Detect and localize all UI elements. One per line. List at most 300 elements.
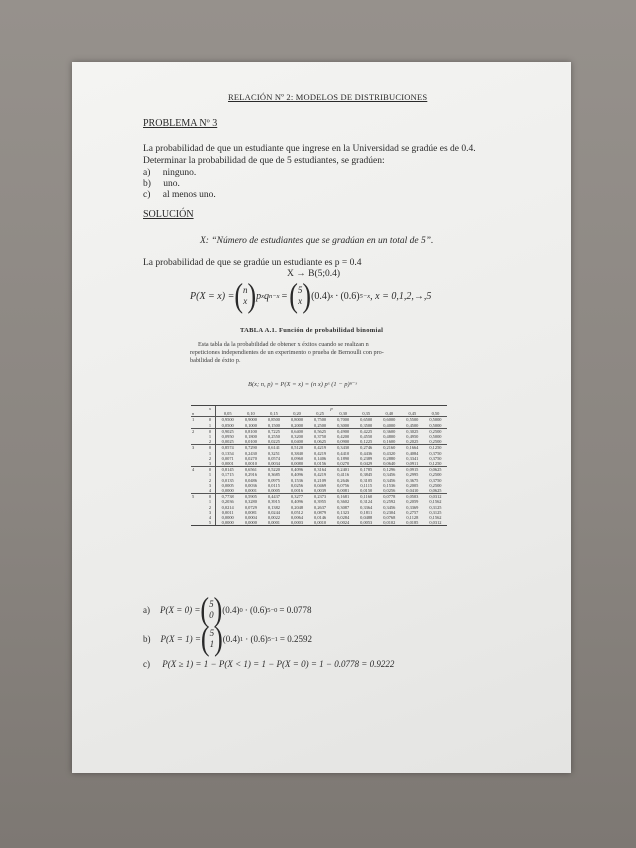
x-cell: 5	[205, 520, 216, 526]
probability-cell: 0,2880	[383, 455, 396, 461]
x-cell: 3	[208, 509, 212, 515]
probability-cell: 0,3430	[332, 445, 355, 451]
probability-cell: 0,3456	[383, 477, 396, 483]
probability-cell: 0,2646	[337, 477, 350, 483]
probability-cell: 0,3602	[337, 499, 350, 505]
n-cell: 2	[191, 428, 205, 434]
probability-cell: 0,0756	[337, 482, 350, 488]
probability-cell: 0,0900	[337, 439, 350, 445]
probability-cell: 0,0429	[360, 461, 373, 467]
probability-cell: 0,0960	[290, 455, 304, 461]
x-cell: 2	[208, 504, 212, 510]
probability-cell: 0,0034	[267, 461, 280, 467]
x-cell: 1	[208, 434, 212, 440]
binom-bottom: 1	[209, 639, 215, 649]
x-cell: 3	[208, 461, 212, 467]
table-row	[191, 488, 447, 494]
p-value-header: 0,15	[270, 411, 278, 417]
n-cell: 5	[191, 494, 205, 500]
probability-cell: 0,6561	[239, 467, 262, 473]
probability-cell: 0,0256	[383, 488, 396, 494]
paren-close: )	[302, 276, 312, 315]
probability-cell: 0,3750	[429, 455, 442, 461]
probability-cell: 0,2500	[429, 439, 442, 445]
probability-cell: 0,3277	[286, 494, 309, 500]
probability-cell: 0,0270	[244, 455, 257, 461]
probability-cell: 0,9025	[216, 428, 240, 434]
table-row	[191, 445, 447, 451]
probability-cell: 0,1296	[378, 467, 401, 473]
probability-cell: 0,3750	[429, 450, 442, 456]
probability-cell: 0,0225	[267, 439, 280, 445]
p-value-header: 0,35	[362, 411, 371, 417]
pmf-dot: ·	[335, 290, 339, 302]
paren-open: (	[200, 619, 210, 658]
paren-open: (	[200, 590, 210, 629]
probability-cell: 0,0625	[424, 467, 447, 473]
probability-cell: 0,4219	[309, 445, 332, 451]
probability-cell: 0,2430	[244, 450, 257, 456]
statement-line-1: La probabilidad de que un estudiante que ingrese en la Universidad se gradúe es de 0.4.	[143, 144, 476, 154]
probability-cell: 0,0005	[267, 488, 280, 494]
answer-lhs: P(X = 0) =	[160, 605, 201, 615]
p-value-header: 0,20	[293, 411, 301, 417]
probability-cell: 0,8100	[239, 428, 262, 434]
probability-cell: 0,0244	[267, 509, 280, 515]
probability-cell: 0,0004	[244, 515, 257, 521]
table-row	[191, 417, 447, 423]
probability-cell: 0,1600	[383, 439, 396, 445]
probability-cell: 0,3200	[290, 434, 304, 440]
probability-cell: 0,4436	[360, 450, 373, 456]
answer-lhs: P(X = 1) =	[160, 634, 201, 644]
probability-cell: 0,1323	[337, 509, 350, 515]
probability-cell: 0,0256	[290, 482, 304, 488]
probability-cell: 0,3125	[429, 504, 442, 510]
p-value-header: 0,50	[431, 411, 440, 417]
n-label: n	[192, 411, 195, 417]
option-text: ninguno.	[162, 168, 197, 178]
answer-label: a)	[143, 605, 150, 615]
probability-cell: 0,3341	[406, 455, 419, 461]
probability-cell: 0,0102	[378, 520, 401, 526]
probability-cell: 0,4225	[355, 428, 378, 434]
probability-cell: 0,0150	[360, 488, 373, 494]
probability-cell: 0,2160	[378, 445, 401, 451]
probability-cell: 0,0975	[267, 477, 280, 483]
binom-bottom: 0	[209, 610, 214, 620]
probability-cell: 0,0879	[314, 509, 327, 515]
probability-cell: 0,1811	[360, 509, 373, 515]
table-desc-2: repeticiones independientes de un experimento o prueba de Bernoulli con pro-	[190, 349, 384, 356]
probability-cell: 0,5000	[424, 417, 447, 423]
pmf-base1: (0.4)	[311, 290, 331, 302]
probability-cell: 0,0625	[314, 439, 327, 445]
probability-cell: 0,1664	[401, 445, 424, 451]
binom-top: 5	[209, 628, 215, 638]
x-cell: 2	[208, 455, 212, 461]
probability-cell: 0,0000	[216, 515, 240, 520]
probability-cell: 0,1681	[332, 494, 355, 500]
probability-cell: 0,0024	[332, 520, 355, 526]
probability-cell: 0,2995	[406, 472, 419, 478]
probability-cell: 0,0115	[268, 482, 280, 488]
probability-cell: 0,4900	[332, 428, 355, 434]
probability-cell: 0,0625	[429, 488, 442, 494]
probability-cell: 0,4096	[286, 467, 309, 473]
probability-cell: 0,2401	[332, 467, 355, 473]
probability-cell: 0,8000	[286, 417, 309, 423]
table-title: TABLA A.1. Función de probabilidad binomial	[240, 327, 384, 334]
probability-cell: 0,2048	[290, 504, 304, 510]
probability-cell: 0,3087	[337, 504, 350, 510]
probability-cell: 0,4219	[314, 450, 327, 456]
answer-base1: (0.4)	[222, 605, 240, 615]
probability-cell: 0,2005	[406, 482, 419, 488]
probability-cell: 0,7500	[309, 417, 332, 423]
answer-base1: (0.4)	[222, 634, 240, 644]
p-value-header: 0,30	[339, 411, 347, 417]
probability-cell: 0,0001	[244, 488, 257, 494]
probability-cell: 0,2916	[244, 472, 257, 478]
probability-cell: 0,1785	[355, 467, 378, 473]
x-cell: 0	[205, 494, 216, 500]
probability-cell: 0,7000	[332, 417, 355, 423]
answer-result: = 0.0778	[279, 605, 312, 615]
distribution-line: X → B(5;0.4)	[287, 269, 341, 279]
probability-cell: 0,0214	[216, 505, 240, 510]
table-formula: B(x; n, p) = P(X = x) = (n x) pˣ (1 − p)ⁿ⁻ˣ	[248, 381, 357, 388]
probability-cell: 0,3500	[360, 422, 373, 428]
probability-cell: 0,5000	[429, 422, 442, 428]
pmf-q: q	[264, 290, 270, 302]
n-cell: 1	[191, 417, 205, 423]
probability-cell: 0,4200	[337, 434, 350, 440]
probability-cell: 0,5120	[286, 445, 309, 451]
probability-cell: 0,2025	[406, 439, 419, 445]
binom-top: 5	[297, 285, 303, 295]
probability-cell: 0,4410	[337, 450, 350, 456]
x-cell: 4	[208, 488, 212, 494]
document-title: RELACIÓN Nº 2: MODELOS DE DISTRIBUCIONES	[228, 92, 428, 102]
probability-cell: 0,3369	[406, 504, 419, 510]
probability-cell: 0,1382	[267, 504, 280, 510]
probability-cell: 0,0022	[267, 515, 280, 521]
probability-cell: 0,3251	[267, 450, 280, 456]
paren-open: (	[289, 276, 298, 315]
probability-cell: 0,0400	[290, 439, 304, 445]
probability-cell: 0,7738	[216, 494, 240, 500]
probability-cell: 0,1160	[355, 494, 378, 500]
probability-cell: 0,2500	[314, 422, 327, 428]
table-header-row-values	[191, 411, 447, 417]
probability-cell: 0,6000	[378, 417, 401, 423]
probability-cell: 0,0284	[337, 515, 350, 521]
pmf-sup1: x	[330, 292, 334, 300]
probability-cell: 0,0053	[355, 520, 378, 526]
solution-heading: SOLUCIÓN	[143, 209, 194, 220]
probability-cell: 0,0016	[290, 488, 304, 494]
probability-cell: 0,8145	[216, 467, 240, 473]
probability-cell: 0,0010	[309, 520, 332, 526]
table-row	[191, 520, 447, 526]
probability-cell: 0,4116	[337, 472, 350, 478]
probability-cell: 0,5625	[309, 428, 332, 434]
probability-cell: 0,3364	[360, 504, 373, 510]
probability-cell: 0,0005	[216, 483, 240, 488]
probability-cell: 0,6141	[262, 445, 285, 451]
pmf-domain: , x = 0,1,2,→,5	[370, 290, 432, 302]
paren-close: )	[247, 276, 257, 315]
answer-result: = 0.2592	[279, 634, 312, 644]
probability-cell: 0,0768	[383, 515, 396, 521]
probability-cell: 0,0911	[406, 461, 419, 467]
probability-cell: 0,0512	[290, 509, 304, 515]
pmf-p: p	[256, 290, 262, 302]
probability-cell: 0,1562	[429, 515, 442, 521]
probability-cell: 0,3600	[378, 428, 401, 434]
probability-cell: 0,0039	[314, 488, 327, 494]
probability-cell: 0,3164	[309, 467, 332, 473]
probability-cell: 0,0312	[424, 520, 447, 526]
probability-cell: 0,0003	[286, 520, 309, 526]
probability-cell: 0,2304	[383, 509, 396, 515]
option-c	[143, 189, 216, 201]
binom-top: n	[242, 285, 248, 295]
probability-cell: 0,2592	[383, 499, 396, 505]
probability-cell: 0,0001	[262, 520, 285, 526]
probability-cell: 0,3000	[337, 422, 350, 428]
n-cell	[191, 520, 205, 526]
table-row	[191, 499, 447, 504]
probability-cell: 0,0729	[244, 504, 257, 510]
probability-cell: 0,4550	[360, 434, 373, 440]
probability-cell: 0,2109	[314, 477, 327, 483]
table-desc-3: babilidad de éxito p.	[190, 357, 241, 364]
probability-cell: 0,2000	[290, 422, 304, 428]
probability-cell: 0,0500	[216, 423, 240, 429]
probability-cell: 0,4084	[406, 450, 419, 456]
answer-label: b)	[143, 634, 151, 644]
probability-cell: 0,2500	[429, 472, 442, 478]
pmf-formula	[190, 276, 432, 315]
probability-cell: 0,3456	[383, 472, 396, 478]
probability-cell: 0,5000	[429, 434, 442, 440]
probability-cell: 0,0312	[424, 494, 447, 500]
probability-cell: 0,1890	[337, 455, 350, 461]
probability-cell: 0,3750	[314, 434, 327, 440]
table-desc-1: Esta tabla da la probabilidad de obtener x éxitos cuando se realizan n	[198, 341, 369, 348]
pmf-lhs: P(X = x) =	[190, 290, 235, 302]
probability-cell: 0,0156	[314, 461, 327, 467]
table-body	[191, 417, 447, 526]
x-cell: 0	[205, 428, 216, 434]
x-cell: 2	[208, 477, 212, 483]
pmf-q-exp: n−x	[269, 292, 280, 300]
p-value-header: 0,05	[216, 411, 240, 417]
option-text: al menos uno.	[162, 190, 216, 200]
x-cell: 0	[205, 467, 216, 473]
answer-text: P(X ≥ 1) = 1 − P(X < 1) = 1 − P(X = 0) = 1 − 0.0778 = 0.9222	[162, 659, 395, 669]
probability-cell: 0,2036	[216, 499, 240, 504]
probability-cell: 0,0778	[378, 494, 401, 500]
probability-cell: 0,2059	[406, 499, 419, 505]
probability-cell: 0,0081	[244, 509, 257, 515]
probability-cell: 0,4219	[314, 472, 327, 478]
probability-cell: 0,5220	[262, 467, 285, 473]
probability-cell: 0,3280	[244, 499, 257, 505]
binomial-table	[191, 405, 447, 526]
probability-cell: 0,0000	[239, 520, 262, 526]
answer-sup2: 5−0	[267, 606, 278, 614]
probability-cell: 0,0071	[216, 456, 240, 461]
p-value-header: 0,45	[408, 411, 417, 417]
statement-line-2: Determinar la probabilidad de que de 5 estudiantes, se gradúen:	[143, 156, 385, 166]
answer-sup1: 0	[239, 606, 243, 614]
probability-cell: 0,1115	[360, 482, 373, 488]
probability-cell: 0,1406	[314, 455, 327, 461]
option-label: a)	[143, 168, 151, 178]
probability-cell: 0,1562	[429, 499, 442, 505]
probability-cell: 0,2389	[360, 455, 373, 461]
probability-cell: 0,0503	[401, 494, 424, 500]
probability-cell: 0,0025	[216, 439, 240, 445]
probability-cell: 0,1128	[406, 515, 419, 521]
probability-cell: 0,0640	[383, 461, 396, 467]
answer-c	[143, 659, 394, 669]
probability-cell: 0,0010	[244, 461, 257, 467]
p-value-header: 0,40	[385, 411, 394, 417]
probability-cell: 0,3955	[314, 499, 327, 505]
x-cell: 1	[208, 472, 212, 478]
probability-cell: 0,9500	[216, 417, 240, 423]
probability-cell: 0,0100	[244, 439, 257, 445]
probability-cell: 0,1536	[383, 482, 396, 488]
probability-cell: 0,7225	[262, 428, 285, 434]
probability-cell: 0,1000	[244, 422, 257, 428]
probability-cell: 0,3685	[267, 472, 280, 478]
x-cell: 1	[208, 422, 212, 428]
probability-cell: 0,9000	[239, 417, 262, 423]
probability-cell: 0,2373	[309, 494, 332, 500]
pmf-sup2: 5−x	[359, 292, 371, 300]
probability-cell: 0,4000	[383, 422, 396, 428]
n-cell: 4	[191, 467, 205, 473]
probability-cell: 0,3845	[360, 472, 373, 478]
probability-cell: 0,2746	[355, 445, 378, 451]
probability-cell: 0,3840	[290, 450, 304, 456]
probability-cell: 0,0081	[337, 488, 350, 494]
probability-cell: 0,0064	[290, 515, 304, 521]
answer-label: c)	[143, 659, 150, 669]
probability-cell: 0,3125	[429, 509, 442, 515]
probability-cell: 0,0469	[314, 482, 327, 488]
probability-cell: 0,1250	[429, 461, 442, 467]
probability-cell: 0,1715	[216, 472, 240, 477]
probability-cell: 0,0574	[267, 455, 280, 461]
probability-cell: 0,5500	[401, 417, 424, 423]
probability-cell: 0,1536	[290, 477, 304, 483]
probability-cell: 0,1800	[244, 434, 257, 440]
probability-cell: 0,3675	[406, 477, 419, 483]
probability-cell: 0,4096	[290, 499, 304, 505]
answer-b	[143, 619, 312, 658]
table-row	[191, 472, 447, 477]
x-header: x	[205, 406, 216, 412]
x-cell: 2	[208, 439, 212, 445]
probability-cell: 0,0146	[314, 515, 327, 521]
x-cell: 0	[205, 417, 216, 423]
probability-cell: 0,8500	[262, 417, 285, 423]
probability-cell: 0,0410	[406, 488, 419, 494]
table-row	[191, 439, 447, 445]
probability-cell: 0,0488	[360, 515, 373, 521]
probability-cell: 0,4500	[406, 422, 419, 428]
option-label: c)	[143, 190, 151, 200]
binom-bottom: x	[298, 296, 303, 306]
pmf-p-exp: x	[261, 292, 265, 300]
binom-bottom: x	[243, 296, 248, 306]
problem-heading: PROBLEMA Nº 3	[143, 118, 218, 129]
probability-cell: 0,2637	[314, 504, 327, 510]
probability-cell: 0,3750	[429, 477, 442, 483]
probability-cell: 0,2500	[429, 482, 442, 488]
option-text: uno.	[163, 179, 180, 189]
x-cell: 4	[208, 515, 212, 521]
probability-cell: 0,2757	[406, 509, 419, 515]
p-value-header: 0,10	[247, 411, 255, 417]
probability-cell: 0,6400	[286, 428, 309, 434]
probability-cell: 0,0001	[216, 461, 240, 467]
probability-cell: 0,4800	[383, 434, 396, 440]
pmf-eq: =	[281, 290, 288, 302]
answer-base2: · (0.6)	[244, 605, 268, 615]
variable-definition: X: “Número de estudiantes que se gradúan en un total de 5”.	[200, 236, 434, 246]
answer-base2: · (0.6)	[245, 634, 268, 644]
answer-a	[143, 590, 312, 629]
answer-sup1: 1	[239, 635, 244, 643]
paren-close: )	[214, 619, 223, 658]
probability-cell: 0,4950	[406, 434, 419, 440]
probability-cell: 0,1250	[424, 445, 447, 451]
probability-line: La probabilidad de que se gradúe un estudiante es p = 0.4	[143, 258, 362, 268]
probability-cell: 0,3915	[267, 499, 280, 505]
probability-cell: 0,3025	[401, 428, 424, 434]
probability-cell: 0,2500	[424, 428, 447, 434]
probability-cell: 0,6500	[355, 417, 378, 423]
probability-cell: 0,5905	[239, 494, 262, 500]
probability-cell: 0,1225	[360, 439, 373, 445]
answer-sup2: 5−1	[267, 635, 278, 643]
probability-cell: 0,0270	[337, 461, 350, 467]
x-cell: 1	[208, 499, 212, 505]
probability-cell: 0,0950	[216, 434, 240, 439]
probability-cell: 0,1354	[216, 451, 240, 456]
paren-open: (	[234, 276, 243, 315]
paren-close: )	[213, 590, 223, 629]
probability-cell: 0,0915	[401, 467, 424, 473]
pmf-base2: (0.6)	[340, 290, 360, 302]
probability-cell: 0,0185	[401, 520, 424, 526]
probability-cell: 0,3124	[360, 499, 373, 505]
table-row	[191, 423, 447, 429]
x-cell: 0	[205, 445, 216, 451]
option-label: b)	[143, 179, 151, 189]
probability-cell: 0,0486	[244, 477, 257, 483]
table-row	[191, 461, 447, 467]
probability-cell: 0,3105	[360, 477, 373, 483]
probability-cell: 0,0080	[290, 461, 304, 467]
